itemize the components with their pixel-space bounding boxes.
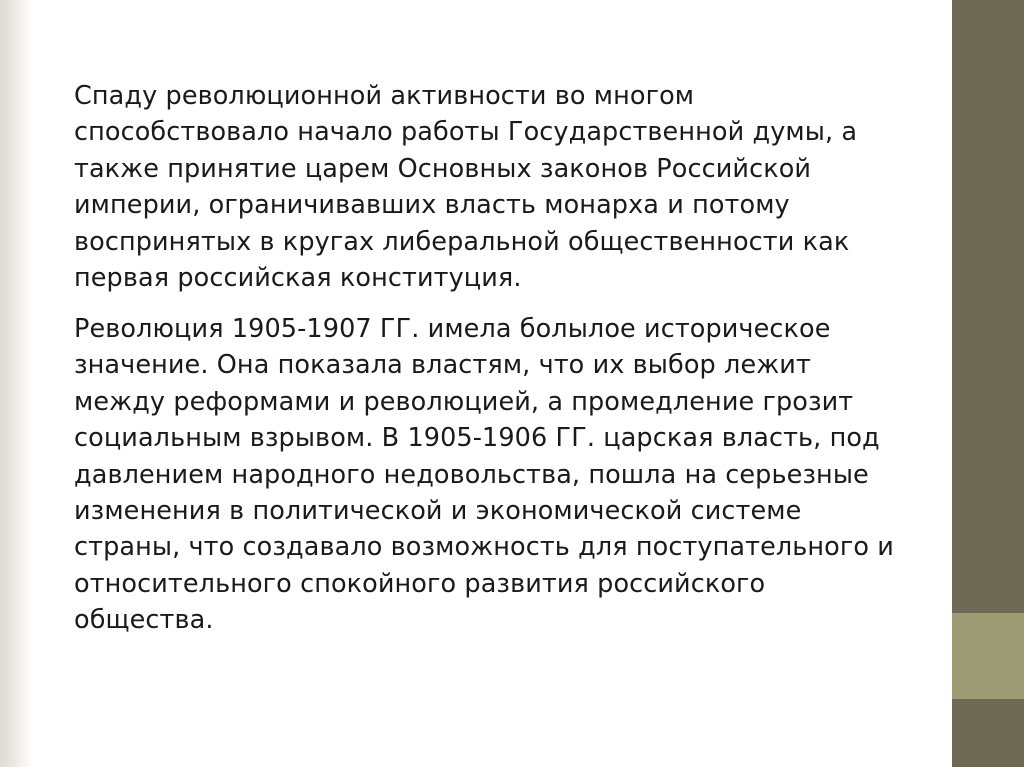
slide-body <box>74 78 904 645</box>
right-accent-bar-top <box>952 0 1024 613</box>
body-paragraph-2: Революция 1905-1907 ГГ. имела болылое историческое значение. Она показала властям, что их выбор лежит между реформами и революцией, а промедление грозит социальным взрывом. В 1905-1906 ГГ. царская власть, под давлением народного недовольства, пошла на серьезные изменения в политической и экономической системе страны, что создавало возможность для поступательного и относительного спокойного развития российского общества. <box>74 313 894 636</box>
left-edge-shading <box>0 0 34 767</box>
right-accent-bar-bottom <box>952 699 1024 767</box>
right-accent-bar-middle <box>952 613 1024 699</box>
body-paragraph-1: Спаду революционной активности во многом способствовало начало работы Государственной думы, а также принятие царем Основных законов Российской империи, ограничивавших власть монарха и потому воспринятых в кругах либеральной общественности как первая российская конституция. <box>74 81 858 294</box>
